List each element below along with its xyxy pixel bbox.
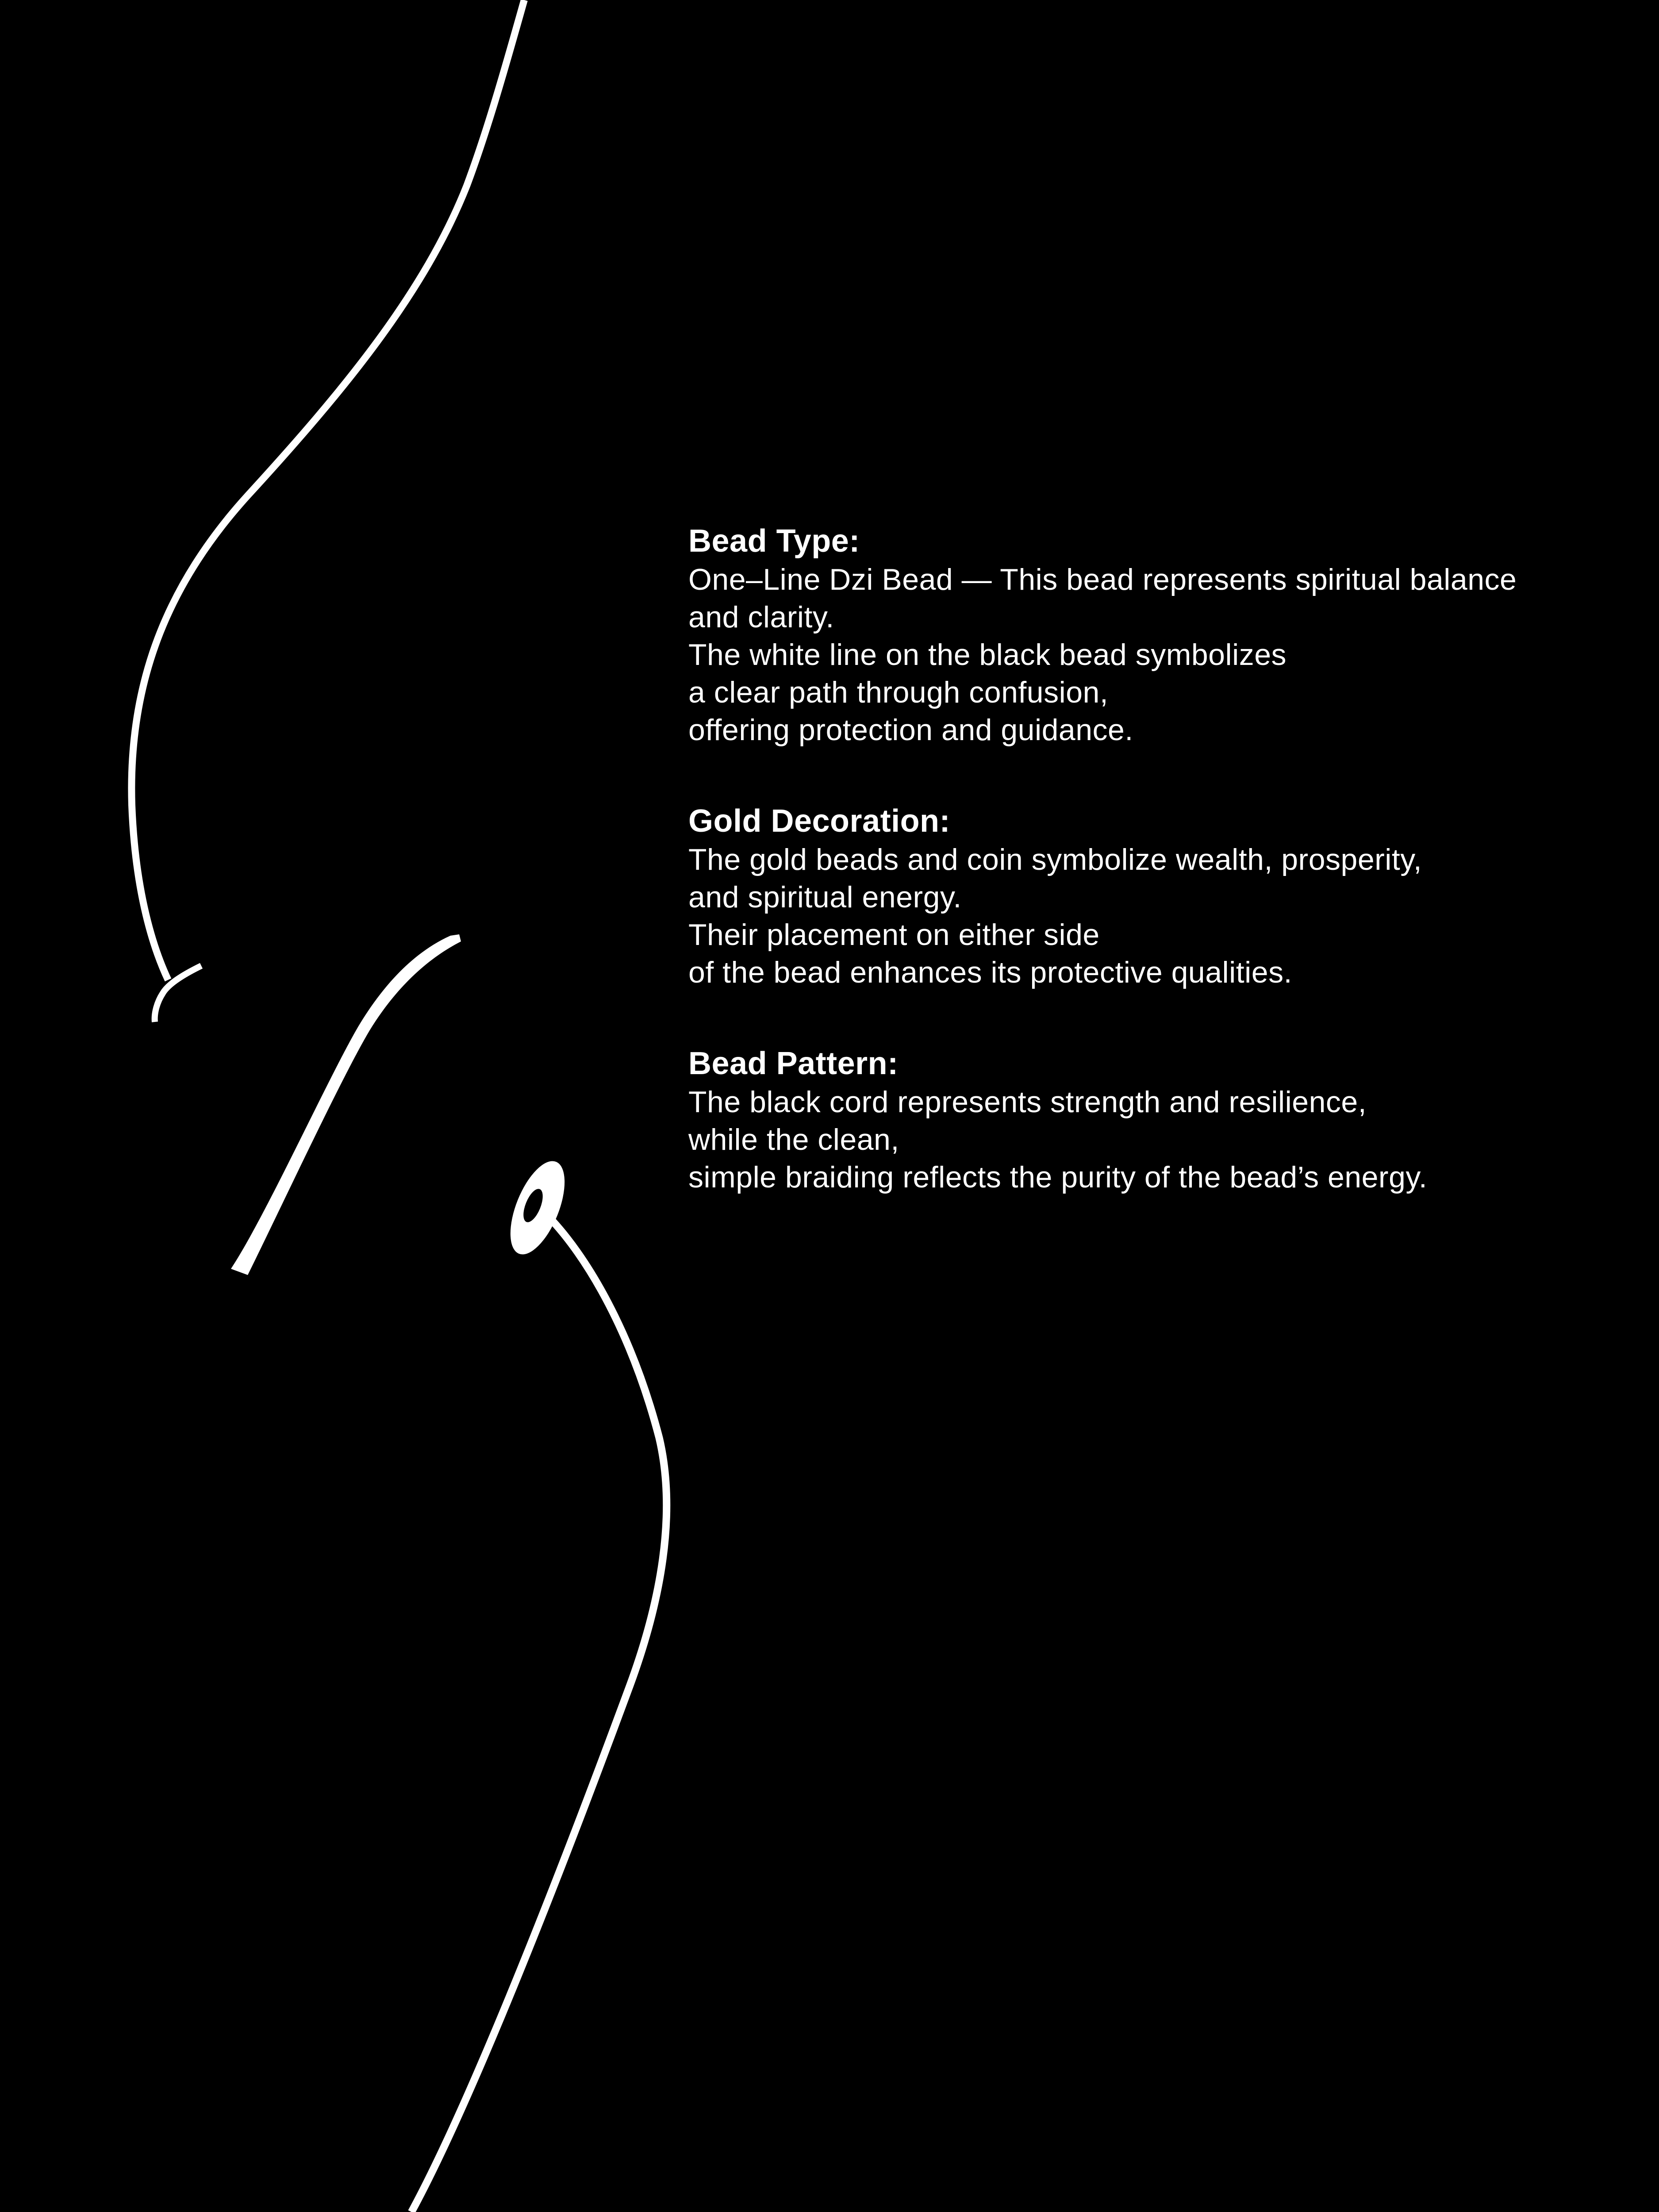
description-panel [688, 521, 1617, 1248]
section-heading: Bead Pattern: [688, 1046, 899, 1081]
section-text-line: and spiritual energy. [688, 880, 962, 914]
dzi-bead-stripe [231, 934, 461, 1275]
bead-pattern-section [688, 1044, 1617, 1196]
cord-loop [499, 1154, 576, 1262]
section-heading: Bead Type: [688, 523, 860, 559]
upper-cord-line [131, 0, 524, 980]
bead-type-section [688, 521, 1617, 749]
section-text-line: simple braiding reflects the purity of the bead’s energy. [688, 1160, 1428, 1194]
section-text-line: and clarity. [688, 600, 834, 634]
section-text-line: One–Line Dzi Bead — This bead represents spiritual balance [688, 563, 1517, 596]
section-heading: Gold Decoration: [688, 803, 951, 839]
gold-decoration-section [688, 801, 1617, 991]
section-text-line: The gold beads and coin symbolize wealth, prosperity, [688, 843, 1422, 876]
section-text-line: of the bead enhances its protective qualities. [688, 956, 1292, 989]
section-text-line: The black cord represents strength and resilience, [688, 1085, 1367, 1119]
section-text-line: while the clean, [688, 1123, 899, 1156]
section-text-line: Their placement on either side [688, 918, 1100, 952]
lower-cord-line [411, 1213, 667, 2212]
section-text-line: offering protection and guidance. [688, 713, 1133, 747]
section-text-line: The white line on the black bead symbolizes [688, 638, 1287, 672]
section-text-line: a clear path through confusion, [688, 676, 1109, 709]
